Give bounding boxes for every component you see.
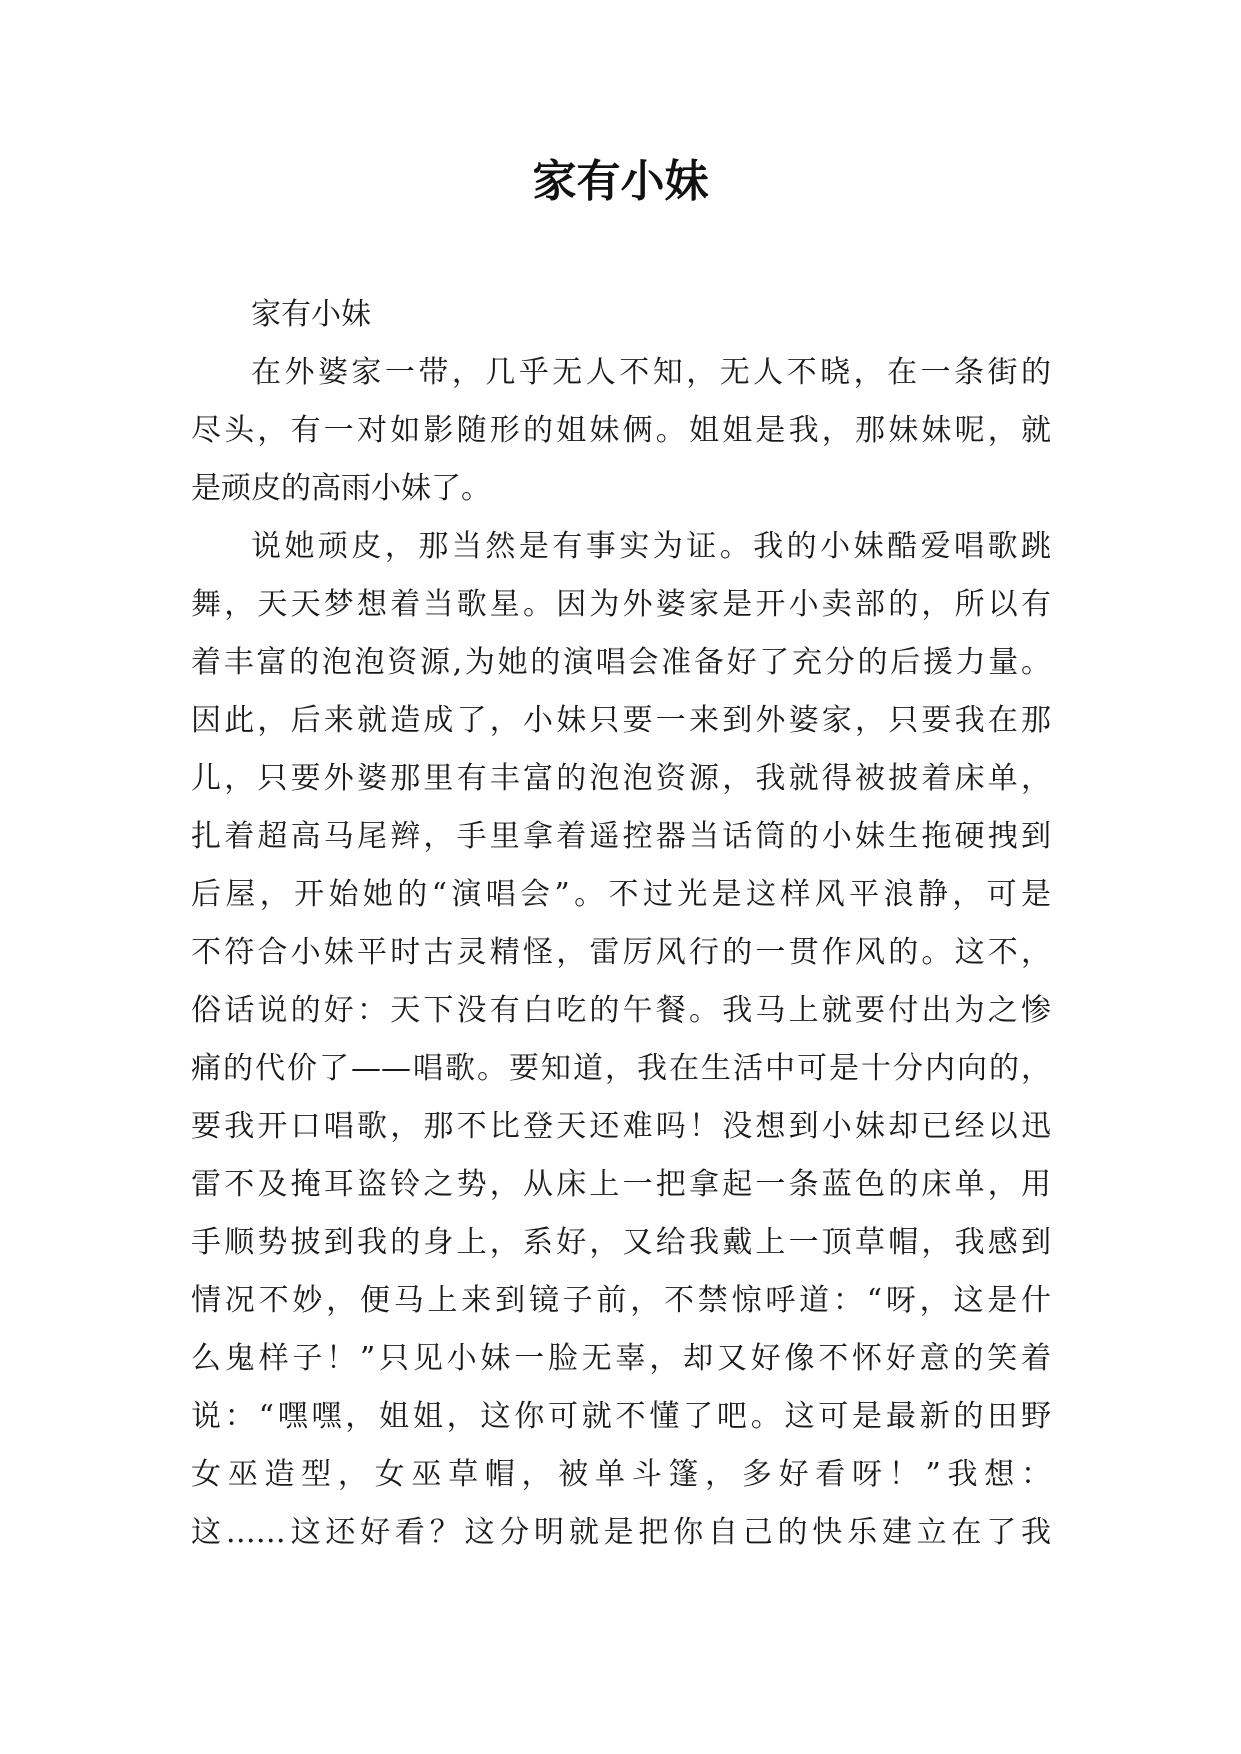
text-line: 情况不妙，便马上来到镜子前，不禁惊呼道：“呀，这是什	[191, 1283, 1051, 1318]
text-line: 痛的代价了——唱歌。要知道，我在生活中可是十分内向的，	[191, 1051, 1051, 1086]
document-title: 家有小妹	[532, 156, 709, 207]
text-line: 要我开口唱歌，那不比登天还难吗！没想到小妹却已经以迅	[191, 1109, 1051, 1144]
document-body	[191, 286, 1051, 1562]
text-line: 在外婆家一带，几乎无人不知，无人不晓，在一条街的	[251, 355, 1051, 390]
section-subheading: 家有小妹	[251, 297, 371, 332]
text-line: 这……这还好看？这分明就是把你自己的快乐建立在了我	[191, 1515, 1051, 1550]
text-line: 因此，后来就造成了，小妹只要一来到外婆家，只要我在那	[191, 703, 1051, 738]
text-line: 儿，只要外婆那里有丰富的泡泡资源，我就得被披着床单，	[191, 761, 1051, 796]
text-line: 女巫造型，女巫草帽，被单斗篷，多好看呀！”我想：	[191, 1457, 1051, 1492]
text-line: 么鬼样子！”只见小妹一脸无辜，却又好像不怀好意的笑着	[191, 1341, 1051, 1376]
paragraph-2	[191, 518, 1051, 1562]
text-line: 舞，天天梦想着当歌星。因为外婆家是开小卖部的，所以有	[191, 587, 1051, 622]
text-line: 扎着超高马尾辫，手里拿着遥控器当话筒的小妹生拖硬拽到	[191, 819, 1051, 854]
text-line: 尽头，有一对如影随形的姐妹俩。姐姐是我，那妹妹呢，就	[191, 413, 1051, 448]
text-line: 后屋，开始她的“演唱会”。不过光是这样风平浪静，可是	[191, 877, 1051, 912]
text-line: 雷不及掩耳盗铃之势，从床上一把拿起一条蓝色的床单，用	[191, 1167, 1051, 1202]
text-line: 手顺势披到我的身上，系好，又给我戴上一顶草帽，我感到	[191, 1225, 1051, 1260]
text-line: 是顽皮的高雨小妹了。	[191, 471, 491, 506]
text-line: 说：“嘿嘿，姐姐，这你可就不懂了吧。这可是最新的田野	[191, 1399, 1051, 1434]
text-line: 俗话说的好：天下没有白吃的午餐。我马上就要付出为之惨	[191, 993, 1051, 1028]
text-line: 说她顽皮，那当然是有事实为证。我的小妹酷爱唱歌跳	[251, 529, 1051, 564]
text-line: 着丰富的泡泡资源,为她的演唱会准备好了充分的后援力量。	[191, 645, 1051, 680]
paragraph-1	[191, 344, 1051, 518]
text-line: 不符合小妹平时古灵精怪，雷厉风行的一贯作风的。这不，	[191, 935, 1051, 970]
